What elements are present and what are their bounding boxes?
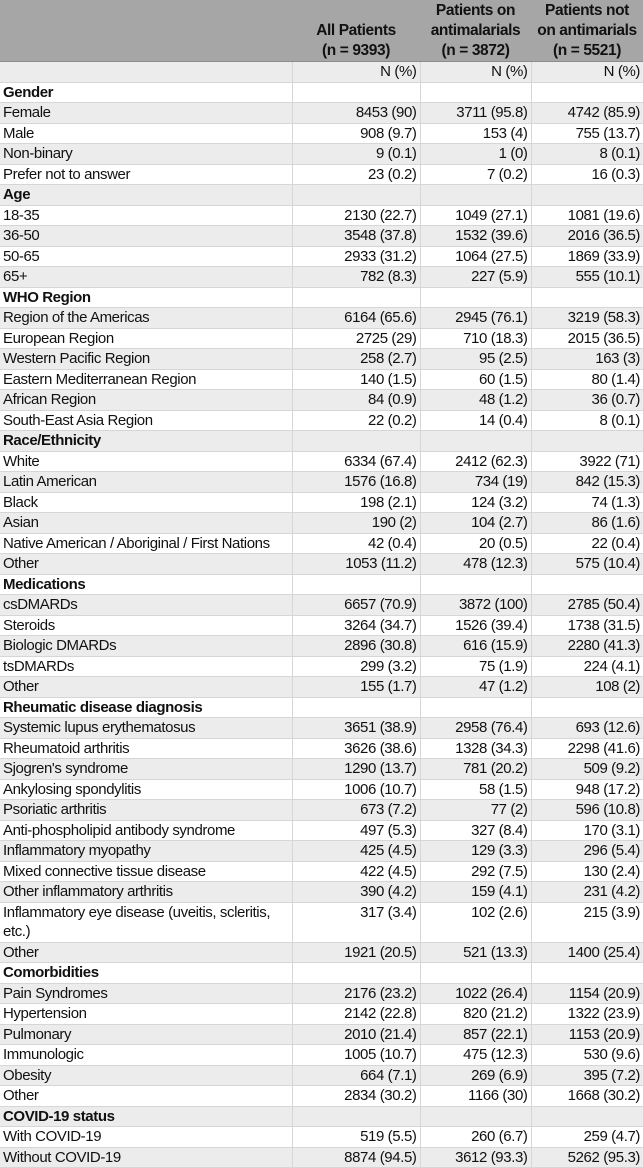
all-patients-cell: 6164 (65.6) <box>292 308 420 329</box>
not-on-antimalarials-cell: 8 (0.1) <box>531 410 643 431</box>
row-label: Systemic lupus erythematosus <box>0 718 292 739</box>
table-row <box>0 1004 643 1025</box>
table-row <box>0 103 643 124</box>
unit-label: N (%) <box>531 62 643 83</box>
section-title: Gender <box>0 82 292 103</box>
row-label: Rheumatoid arthritis <box>0 738 292 759</box>
all-patients-cell: 8874 (94.5) <box>292 1147 420 1168</box>
all-patients-cell: 1053 (11.2) <box>292 554 420 575</box>
not-on-antimalarials-cell: 2280 (41.3) <box>531 636 643 657</box>
empty-cell <box>292 431 420 452</box>
row-label: Male <box>0 123 292 144</box>
table-row <box>0 718 643 739</box>
on-antimalarials-cell: 1328 (34.3) <box>420 738 531 759</box>
table-row <box>0 841 643 862</box>
on-antimalarials-cell: 3872 (100) <box>420 595 531 616</box>
not-on-antimalarials-cell: 1668 (30.2) <box>531 1086 643 1107</box>
on-antimalarials-cell: 1049 (27.1) <box>420 205 531 226</box>
section-header-row <box>0 963 643 984</box>
empty-cell <box>292 574 420 595</box>
table-row <box>0 349 643 370</box>
row-label: Sjogren's syndrome <box>0 759 292 780</box>
all-patients-cell: 3264 (34.7) <box>292 615 420 636</box>
all-patients-cell: 1006 (10.7) <box>292 779 420 800</box>
table-row <box>0 861 643 882</box>
table-row <box>0 1086 643 1107</box>
header-text: Patients on <box>435 2 516 19</box>
not-on-antimalarials-cell: 1154 (20.9) <box>531 983 643 1004</box>
empty-cell <box>420 185 531 206</box>
all-patients-cell: 155 (1.7) <box>292 677 420 698</box>
on-antimalarials-cell: 20 (0.5) <box>420 533 531 554</box>
section-header-row <box>0 1106 643 1127</box>
on-antimalarials-cell: 2412 (62.3) <box>420 451 531 472</box>
empty-cell <box>531 963 643 984</box>
on-antimalarials-cell: 3711 (95.8) <box>420 103 531 124</box>
on-antimalarials-cell: 58 (1.5) <box>420 779 531 800</box>
table-body <box>0 82 643 1168</box>
all-patients-cell: 2834 (30.2) <box>292 1086 420 1107</box>
table-row <box>0 513 643 534</box>
row-label: Inflammatory myopathy <box>0 841 292 862</box>
on-antimalarials-cell: 227 (5.9) <box>420 267 531 288</box>
section-title: Medications <box>0 574 292 595</box>
section-title: Race/Ethnicity <box>0 431 292 452</box>
unit-label: N (%) <box>292 62 420 83</box>
table-row <box>0 1065 643 1086</box>
not-on-antimalarials-cell: 170 (3.1) <box>531 820 643 841</box>
table-row <box>0 123 643 144</box>
table-row <box>0 410 643 431</box>
not-on-antimalarials-cell: 1738 (31.5) <box>531 615 643 636</box>
row-label: Latin American <box>0 472 292 493</box>
on-antimalarials-cell: 14 (0.4) <box>420 410 531 431</box>
header-text: (n = 5521) <box>553 42 621 59</box>
all-patients-cell: 84 (0.9) <box>292 390 420 411</box>
row-label: White <box>0 451 292 472</box>
all-patients-cell: 317 (3.4) <box>292 902 420 942</box>
on-antimalarials-cell: 47 (1.2) <box>420 677 531 698</box>
row-label: African Region <box>0 390 292 411</box>
table-row <box>0 983 643 1004</box>
not-on-antimalarials-cell: 74 (1.3) <box>531 492 643 513</box>
section-title: Age <box>0 185 292 206</box>
on-antimalarials-cell: 260 (6.7) <box>420 1127 531 1148</box>
table-row <box>0 882 643 903</box>
empty-cell <box>292 697 420 718</box>
empty-cell <box>292 185 420 206</box>
not-on-antimalarials-cell: 575 (10.4) <box>531 554 643 575</box>
empty-cell <box>531 82 643 103</box>
not-on-antimalarials-cell: 1869 (33.9) <box>531 246 643 267</box>
not-on-antimalarials-cell: 8 (0.1) <box>531 144 643 165</box>
row-label: Western Pacific Region <box>0 349 292 370</box>
empty-cell <box>531 431 643 452</box>
header-text: All Patients <box>316 22 396 39</box>
empty-cell <box>292 82 420 103</box>
row-label: Non-binary <box>0 144 292 165</box>
row-label: Other <box>0 677 292 698</box>
not-on-antimalarials-cell: 130 (2.4) <box>531 861 643 882</box>
not-on-antimalarials-cell: 596 (10.8) <box>531 800 643 821</box>
row-label: Ankylosing spondylitis <box>0 779 292 800</box>
section-title: Rheumatic disease diagnosis <box>0 697 292 718</box>
section-title: Comorbidities <box>0 963 292 984</box>
unit-row <box>0 62 643 83</box>
on-antimalarials-cell: 1022 (26.4) <box>420 983 531 1004</box>
all-patients-cell: 673 (7.2) <box>292 800 420 821</box>
row-label: Eastern Mediterranean Region <box>0 369 292 390</box>
row-label: Region of the Americas <box>0 308 292 329</box>
header-not-on-antimalarials <box>531 0 643 62</box>
on-antimalarials-cell: 1 (0) <box>420 144 531 165</box>
not-on-antimalarials-cell: 1400 (25.4) <box>531 942 643 963</box>
empty-cell <box>420 574 531 595</box>
row-label: Asian <box>0 513 292 534</box>
on-antimalarials-cell: 95 (2.5) <box>420 349 531 370</box>
all-patients-cell: 2142 (22.8) <box>292 1004 420 1025</box>
all-patients-cell: 2933 (31.2) <box>292 246 420 267</box>
section-header-row <box>0 82 643 103</box>
table-row <box>0 1024 643 1045</box>
on-antimalarials-cell: 48 (1.2) <box>420 390 531 411</box>
table-row <box>0 492 643 513</box>
unit-label: N (%) <box>420 62 531 83</box>
all-patients-cell: 425 (4.5) <box>292 841 420 862</box>
all-patients-cell: 2896 (30.8) <box>292 636 420 657</box>
empty-cell <box>531 574 643 595</box>
all-patients-cell: 190 (2) <box>292 513 420 534</box>
table-row <box>0 677 643 698</box>
table-row <box>0 656 643 677</box>
table-row <box>0 595 643 616</box>
all-patients-cell: 782 (8.3) <box>292 267 420 288</box>
on-antimalarials-cell: 1166 (30) <box>420 1086 531 1107</box>
empty-cell <box>531 697 643 718</box>
not-on-antimalarials-cell: 509 (9.2) <box>531 759 643 780</box>
row-label: Biologic DMARDs <box>0 636 292 657</box>
on-antimalarials-cell: 2958 (76.4) <box>420 718 531 739</box>
section-header-row <box>0 287 643 308</box>
on-antimalarials-cell: 1526 (39.4) <box>420 615 531 636</box>
not-on-antimalarials-cell: 530 (9.6) <box>531 1045 643 1066</box>
empty-cell <box>292 1106 420 1127</box>
on-antimalarials-cell: 129 (3.3) <box>420 841 531 862</box>
not-on-antimalarials-cell: 842 (15.3) <box>531 472 643 493</box>
all-patients-cell: 2010 (21.4) <box>292 1024 420 1045</box>
on-antimalarials-cell: 3612 (93.3) <box>420 1147 531 1168</box>
not-on-antimalarials-cell: 36 (0.7) <box>531 390 643 411</box>
on-antimalarials-cell: 857 (22.1) <box>420 1024 531 1045</box>
not-on-antimalarials-cell: 86 (1.6) <box>531 513 643 534</box>
row-label: European Region <box>0 328 292 349</box>
all-patients-cell: 22 (0.2) <box>292 410 420 431</box>
table-row <box>0 902 643 942</box>
row-label: Black <box>0 492 292 513</box>
section-title: COVID-19 status <box>0 1106 292 1127</box>
on-antimalarials-cell: 820 (21.2) <box>420 1004 531 1025</box>
all-patients-cell: 497 (5.3) <box>292 820 420 841</box>
table-row <box>0 1127 643 1148</box>
not-on-antimalarials-cell: 755 (13.7) <box>531 123 643 144</box>
empty-cell <box>420 697 531 718</box>
all-patients-cell: 8453 (90) <box>292 103 420 124</box>
all-patients-cell: 3651 (38.9) <box>292 718 420 739</box>
section-header-row <box>0 697 643 718</box>
all-patients-cell: 1005 (10.7) <box>292 1045 420 1066</box>
on-antimalarials-cell: 2945 (76.1) <box>420 308 531 329</box>
table-row <box>0 615 643 636</box>
table-row <box>0 226 643 247</box>
empty-cell <box>531 185 643 206</box>
table-row <box>0 820 643 841</box>
row-label: Other <box>0 1086 292 1107</box>
table-row <box>0 144 643 165</box>
not-on-antimalarials-cell: 5262 (95.3) <box>531 1147 643 1168</box>
on-antimalarials-cell: 1064 (27.5) <box>420 246 531 267</box>
table-row <box>0 164 643 185</box>
on-antimalarials-cell: 475 (12.3) <box>420 1045 531 1066</box>
all-patients-cell: 3626 (38.6) <box>292 738 420 759</box>
all-patients-cell: 1921 (20.5) <box>292 942 420 963</box>
empty-cell <box>292 963 420 984</box>
not-on-antimalarials-cell: 1153 (20.9) <box>531 1024 643 1045</box>
all-patients-cell: 908 (9.7) <box>292 123 420 144</box>
all-patients-cell: 2130 (22.7) <box>292 205 420 226</box>
all-patients-cell: 390 (4.2) <box>292 882 420 903</box>
on-antimalarials-cell: 292 (7.5) <box>420 861 531 882</box>
section-header-row <box>0 431 643 452</box>
table-row <box>0 308 643 329</box>
not-on-antimalarials-cell: 22 (0.4) <box>531 533 643 554</box>
row-label: Other <box>0 554 292 575</box>
table-row <box>0 738 643 759</box>
row-label: Psoriatic arthritis <box>0 800 292 821</box>
not-on-antimalarials-cell: 3219 (58.3) <box>531 308 643 329</box>
not-on-antimalarials-cell: 108 (2) <box>531 677 643 698</box>
not-on-antimalarials-cell: 4742 (85.9) <box>531 103 643 124</box>
header-text: (n = 3872) <box>441 42 510 59</box>
table-row <box>0 246 643 267</box>
header-text: on antimarials <box>537 22 637 39</box>
row-label: Immunologic <box>0 1045 292 1066</box>
on-antimalarials-cell: 75 (1.9) <box>420 656 531 677</box>
header-on-antimalarials <box>420 0 531 62</box>
all-patients-cell: 198 (2.1) <box>292 492 420 513</box>
all-patients-cell: 3548 (37.8) <box>292 226 420 247</box>
row-label: Native American / Aboriginal / First Nations <box>0 533 292 554</box>
unit-blank <box>0 62 292 83</box>
on-antimalarials-cell: 159 (4.1) <box>420 882 531 903</box>
all-patients-cell: 6334 (67.4) <box>292 451 420 472</box>
on-antimalarials-cell: 1532 (39.6) <box>420 226 531 247</box>
header-blank <box>0 0 292 62</box>
row-label: Pulmonary <box>0 1024 292 1045</box>
header-text: (n = 9393) <box>322 42 390 59</box>
on-antimalarials-cell: 710 (18.3) <box>420 328 531 349</box>
not-on-antimalarials-cell: 693 (12.6) <box>531 718 643 739</box>
row-label: Anti-phospholipid antibody syndrome <box>0 820 292 841</box>
on-antimalarials-cell: 269 (6.9) <box>420 1065 531 1086</box>
not-on-antimalarials-cell: 948 (17.2) <box>531 779 643 800</box>
row-label: Obesity <box>0 1065 292 1086</box>
table-row <box>0 800 643 821</box>
on-antimalarials-cell: 104 (2.7) <box>420 513 531 534</box>
empty-cell <box>420 287 531 308</box>
row-label: Other inflammatory arthritis <box>0 882 292 903</box>
not-on-antimalarials-cell: 3922 (71) <box>531 451 643 472</box>
table-row <box>0 942 643 963</box>
on-antimalarials-cell: 781 (20.2) <box>420 759 531 780</box>
not-on-antimalarials-cell: 296 (5.4) <box>531 841 643 862</box>
not-on-antimalarials-cell: 215 (3.9) <box>531 902 643 942</box>
all-patients-cell: 6657 (70.9) <box>292 595 420 616</box>
all-patients-cell: 2176 (23.2) <box>292 983 420 1004</box>
all-patients-cell: 299 (3.2) <box>292 656 420 677</box>
on-antimalarials-cell: 153 (4) <box>420 123 531 144</box>
row-label: Without COVID-19 <box>0 1147 292 1168</box>
empty-cell <box>292 287 420 308</box>
not-on-antimalarials-cell: 2785 (50.4) <box>531 595 643 616</box>
table-row <box>0 779 643 800</box>
on-antimalarials-cell: 616 (15.9) <box>420 636 531 657</box>
row-label: Mixed connective tissue disease <box>0 861 292 882</box>
not-on-antimalarials-cell: 2016 (36.5) <box>531 226 643 247</box>
on-antimalarials-cell: 521 (13.3) <box>420 942 531 963</box>
not-on-antimalarials-cell: 2015 (36.5) <box>531 328 643 349</box>
row-label: Prefer not to answer <box>0 164 292 185</box>
table-row <box>0 451 643 472</box>
table-row <box>0 554 643 575</box>
empty-cell <box>531 287 643 308</box>
header-text: antimalarials <box>430 22 521 39</box>
section-title: WHO Region <box>0 287 292 308</box>
table-row <box>0 205 643 226</box>
header-text: Patients not <box>545 2 629 19</box>
all-patients-cell: 422 (4.5) <box>292 861 420 882</box>
empty-cell <box>420 431 531 452</box>
all-patients-cell: 9 (0.1) <box>292 144 420 165</box>
row-label: 36-50 <box>0 226 292 247</box>
row-label: 65+ <box>0 267 292 288</box>
table-row <box>0 1147 643 1168</box>
not-on-antimalarials-cell: 395 (7.2) <box>531 1065 643 1086</box>
not-on-antimalarials-cell: 163 (3) <box>531 349 643 370</box>
on-antimalarials-cell: 102 (2.6) <box>420 902 531 942</box>
table-row <box>0 533 643 554</box>
on-antimalarials-cell: 60 (1.5) <box>420 369 531 390</box>
all-patients-cell: 23 (0.2) <box>292 164 420 185</box>
on-antimalarials-cell: 478 (12.3) <box>420 554 531 575</box>
empty-cell <box>531 1106 643 1127</box>
not-on-antimalarials-cell: 555 (10.1) <box>531 267 643 288</box>
on-antimalarials-cell: 7 (0.2) <box>420 164 531 185</box>
not-on-antimalarials-cell: 224 (4.1) <box>531 656 643 677</box>
row-label: With COVID-19 <box>0 1127 292 1148</box>
row-label: Pain Syndromes <box>0 983 292 1004</box>
row-label: South-East Asia Region <box>0 410 292 431</box>
on-antimalarials-cell: 327 (8.4) <box>420 820 531 841</box>
empty-cell <box>420 1106 531 1127</box>
table-row <box>0 328 643 349</box>
row-label: csDMARDs <box>0 595 292 616</box>
table-row <box>0 267 643 288</box>
not-on-antimalarials-cell: 80 (1.4) <box>531 369 643 390</box>
all-patients-cell: 1576 (16.8) <box>292 472 420 493</box>
all-patients-cell: 258 (2.7) <box>292 349 420 370</box>
not-on-antimalarials-cell: 2298 (41.6) <box>531 738 643 759</box>
all-patients-cell: 140 (1.5) <box>292 369 420 390</box>
table-row <box>0 472 643 493</box>
header-row <box>0 0 643 62</box>
table-row <box>0 369 643 390</box>
on-antimalarials-cell: 124 (3.2) <box>420 492 531 513</box>
empty-cell <box>420 963 531 984</box>
header-all-patients <box>292 0 420 62</box>
all-patients-cell: 2725 (29) <box>292 328 420 349</box>
row-label: 18-35 <box>0 205 292 226</box>
all-patients-cell: 1290 (13.7) <box>292 759 420 780</box>
section-header-row <box>0 185 643 206</box>
table-row <box>0 759 643 780</box>
not-on-antimalarials-cell: 259 (4.7) <box>531 1127 643 1148</box>
on-antimalarials-cell: 734 (19) <box>420 472 531 493</box>
row-label: Steroids <box>0 615 292 636</box>
row-label: Hypertension <box>0 1004 292 1025</box>
not-on-antimalarials-cell: 1081 (19.6) <box>531 205 643 226</box>
row-label: Female <box>0 103 292 124</box>
all-patients-cell: 519 (5.5) <box>292 1127 420 1148</box>
not-on-antimalarials-cell: 231 (4.2) <box>531 882 643 903</box>
row-label: tsDMARDs <box>0 656 292 677</box>
table-row <box>0 1045 643 1066</box>
row-label: Inflammatory eye disease (uveitis, scleritis, etc.) <box>0 902 292 942</box>
not-on-antimalarials-cell: 16 (0.3) <box>531 164 643 185</box>
section-header-row <box>0 574 643 595</box>
row-label: 50-65 <box>0 246 292 267</box>
table-row <box>0 390 643 411</box>
row-label: Other <box>0 942 292 963</box>
table-row <box>0 636 643 657</box>
all-patients-cell: 42 (0.4) <box>292 533 420 554</box>
empty-cell <box>420 82 531 103</box>
not-on-antimalarials-cell: 1322 (23.9) <box>531 1004 643 1025</box>
on-antimalarials-cell: 77 (2) <box>420 800 531 821</box>
all-patients-cell: 664 (7.1) <box>292 1065 420 1086</box>
